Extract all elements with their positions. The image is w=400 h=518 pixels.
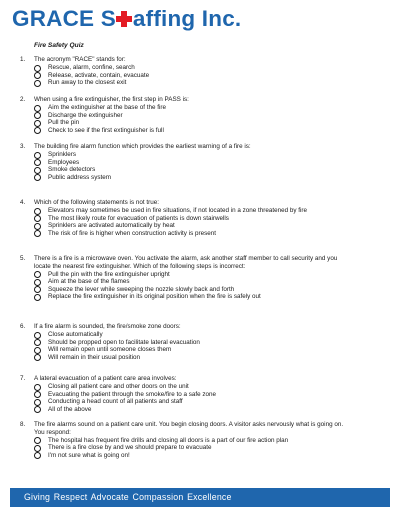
answer-option[interactable]	[34, 72, 350, 80]
answer-options	[34, 383, 350, 413]
answer-option[interactable]	[34, 452, 350, 460]
answer-option[interactable]	[34, 215, 350, 223]
answer-option-text: The most likely route for evacuation of patients is down stairwells	[48, 214, 229, 222]
radio-circle-icon[interactable]	[34, 167, 41, 174]
answer-option[interactable]	[34, 151, 350, 159]
answer-option-text: Check to see if the first extinguisher is full	[48, 126, 164, 134]
answer-option[interactable]	[34, 230, 350, 238]
question-6	[20, 323, 350, 361]
radio-circle-icon[interactable]	[34, 354, 41, 361]
radio-circle-icon[interactable]	[34, 399, 41, 406]
answer-option-text: There is a fire close by and we should prepare to evacuate	[48, 444, 212, 452]
radio-circle-icon[interactable]	[34, 215, 41, 222]
radio-circle-icon[interactable]	[34, 332, 41, 339]
radio-circle-icon[interactable]	[34, 159, 41, 166]
answer-option-text: Smoke detectors	[48, 166, 96, 174]
radio-circle-icon[interactable]	[34, 339, 41, 346]
answer-option-text: The hospital has frequent fire drills and closing all doors is a part of our fire action plan	[48, 436, 289, 444]
question-number: 2.	[20, 96, 26, 103]
answer-option[interactable]	[34, 271, 350, 279]
answer-options	[34, 104, 350, 134]
answer-options	[34, 151, 350, 181]
answer-option[interactable]	[34, 79, 350, 87]
question-number: 1.	[20, 56, 26, 63]
question-8	[20, 421, 350, 459]
answer-option[interactable]	[34, 331, 350, 339]
answer-option-text: Sprinklers are activated automatically by heat	[48, 222, 175, 230]
answer-option-text: Run away to the closest exit	[48, 79, 127, 87]
radio-circle-icon[interactable]	[34, 406, 41, 413]
answer-option[interactable]	[34, 166, 350, 174]
answer-option[interactable]	[34, 104, 350, 112]
answer-option[interactable]	[34, 222, 350, 230]
answer-option-text: All of the above	[48, 405, 92, 413]
answer-option[interactable]	[34, 391, 350, 399]
radio-circle-icon[interactable]	[34, 127, 41, 134]
question-text: Which of the following statements is not true:	[34, 199, 159, 206]
answer-option-text: Employees	[48, 158, 80, 166]
radio-circle-icon[interactable]	[34, 80, 41, 87]
answer-option[interactable]	[34, 437, 350, 445]
answer-option[interactable]	[34, 278, 350, 286]
logo-text-end: affing Inc.	[132, 6, 242, 31]
answer-option-text: Squeeze the lever while sweeping the nozzle slowly back and forth	[48, 285, 235, 293]
answer-option[interactable]	[34, 444, 350, 452]
answer-option-text: Should be propped open to facilitate lateral evacuation	[48, 338, 200, 346]
radio-circle-icon[interactable]	[34, 286, 41, 293]
radio-circle-icon[interactable]	[34, 208, 41, 215]
answer-option[interactable]	[34, 406, 350, 414]
answer-option[interactable]	[34, 354, 350, 362]
answer-option-text: Pull the pin	[48, 119, 80, 127]
answer-options	[34, 331, 350, 361]
radio-circle-icon[interactable]	[34, 294, 41, 301]
question-text: If a fire alarm is sounded, the fire/smoke zone doors:	[34, 323, 181, 330]
question-number: 3.	[20, 143, 26, 150]
answer-option-text: Sprinklers	[48, 151, 76, 159]
question-3	[20, 143, 350, 181]
question-4	[20, 199, 350, 237]
radio-circle-icon[interactable]	[34, 347, 41, 354]
radio-circle-icon[interactable]	[34, 65, 41, 72]
question-number: 5.	[20, 255, 26, 262]
question-text: When using a fire extinguisher, the first step in PASS is:	[34, 96, 189, 103]
radio-circle-icon[interactable]	[34, 120, 41, 127]
answer-option[interactable]	[34, 112, 350, 120]
radio-circle-icon[interactable]	[34, 452, 41, 459]
answer-option[interactable]	[34, 346, 350, 354]
radio-circle-icon[interactable]	[34, 271, 41, 278]
answer-option-text: Public address system	[48, 173, 111, 181]
question-number: 8.	[20, 421, 26, 428]
answer-option-text: Elevators may sometimes be used in fire situations, if not located in a zone threatened by fire	[48, 207, 308, 215]
answer-option-text: The risk of fire is higher when construction activity is present	[48, 229, 216, 237]
radio-circle-icon[interactable]	[34, 230, 41, 237]
radio-circle-icon[interactable]	[34, 112, 41, 119]
question-text: The building fire alarm function which provides the earliest warning of a fire is:	[34, 143, 251, 150]
question-text: The fire alarms sound on a patient care unit. You begin closing doors. A visitor asks nervously what is going on. You respond:	[34, 421, 344, 436]
answer-option[interactable]	[34, 398, 350, 406]
answer-options	[34, 271, 350, 301]
answer-option[interactable]	[34, 293, 350, 301]
answer-option[interactable]	[34, 127, 350, 135]
answer-option-text: Conducting a head count of all patients and staff	[48, 398, 183, 406]
question-text: The acronym "RACE" stands for:	[34, 56, 126, 63]
radio-circle-icon[interactable]	[34, 174, 41, 181]
answer-option-text: Will remain in their usual position	[48, 353, 141, 361]
answer-option-text: Aim at the base of the flames	[48, 278, 130, 286]
radio-circle-icon[interactable]	[34, 223, 41, 230]
answer-option-text: Replace the fire extinguisher in its original position when the fire is safely out	[48, 293, 261, 301]
red-cross-icon	[116, 11, 132, 27]
radio-circle-icon[interactable]	[34, 105, 41, 112]
footer-values-banner: Giving Respect Advocate Compassion Excellence	[10, 488, 390, 507]
answer-options	[34, 64, 350, 87]
radio-circle-icon[interactable]	[34, 152, 41, 159]
answer-option-text: Aim the extinguisher at the base of the fire	[48, 104, 166, 112]
answer-options	[34, 207, 350, 237]
logo-text-start: GRACE S	[12, 6, 116, 31]
quiz-title: Fire Safety Quiz	[34, 42, 84, 49]
answer-option-text: Evacuating the patient through the smoke/fire to a safe zone	[48, 390, 217, 398]
radio-circle-icon[interactable]	[34, 391, 41, 398]
question-number: 4.	[20, 199, 26, 206]
answer-option[interactable]	[34, 383, 350, 391]
answer-option[interactable]	[34, 159, 350, 167]
question-text: A lateral evacuation of a patient care area involves:	[34, 375, 177, 382]
question-number: 7.	[20, 375, 26, 382]
question-text: There is a fire is a microwave oven. You activate the alarm, ask another staff member to call security and you locate the nearest fire extinguisher. Which of the following steps is incorrect:	[34, 255, 338, 270]
answer-option[interactable]	[34, 64, 350, 72]
radio-circle-icon[interactable]	[34, 445, 41, 452]
answer-option[interactable]	[34, 339, 350, 347]
answer-options	[34, 437, 350, 460]
radio-circle-icon[interactable]	[34, 437, 41, 444]
answer-option-text: Discharge the extinguisher	[48, 111, 123, 119]
question-7	[20, 375, 350, 413]
answer-option-text: Will remain open until someone closes them	[48, 346, 172, 354]
answer-option[interactable]	[34, 286, 350, 294]
question-number: 6.	[20, 323, 26, 330]
answer-option-text: I'm not sure what is going on!	[48, 451, 130, 459]
question-2	[20, 96, 350, 134]
answer-option[interactable]	[34, 119, 350, 127]
answer-option[interactable]	[34, 207, 350, 215]
company-logo	[12, 7, 241, 31]
question-1	[20, 56, 350, 87]
answer-option-text: Close automatically	[48, 331, 103, 339]
answer-option-text: Closing all patient care and other doors on the unit	[48, 383, 189, 391]
answer-option-text: Release, activate, contain, evacuate	[48, 71, 150, 79]
question-5	[20, 255, 350, 301]
answer-option-text: Pull the pin with the fire extinguisher upright	[48, 270, 170, 278]
radio-circle-icon[interactable]	[34, 72, 41, 79]
radio-circle-icon[interactable]	[34, 279, 41, 286]
answer-option-text: Rescue, alarm, confine, search	[48, 64, 135, 72]
radio-circle-icon[interactable]	[34, 384, 41, 391]
answer-option[interactable]	[34, 174, 350, 182]
